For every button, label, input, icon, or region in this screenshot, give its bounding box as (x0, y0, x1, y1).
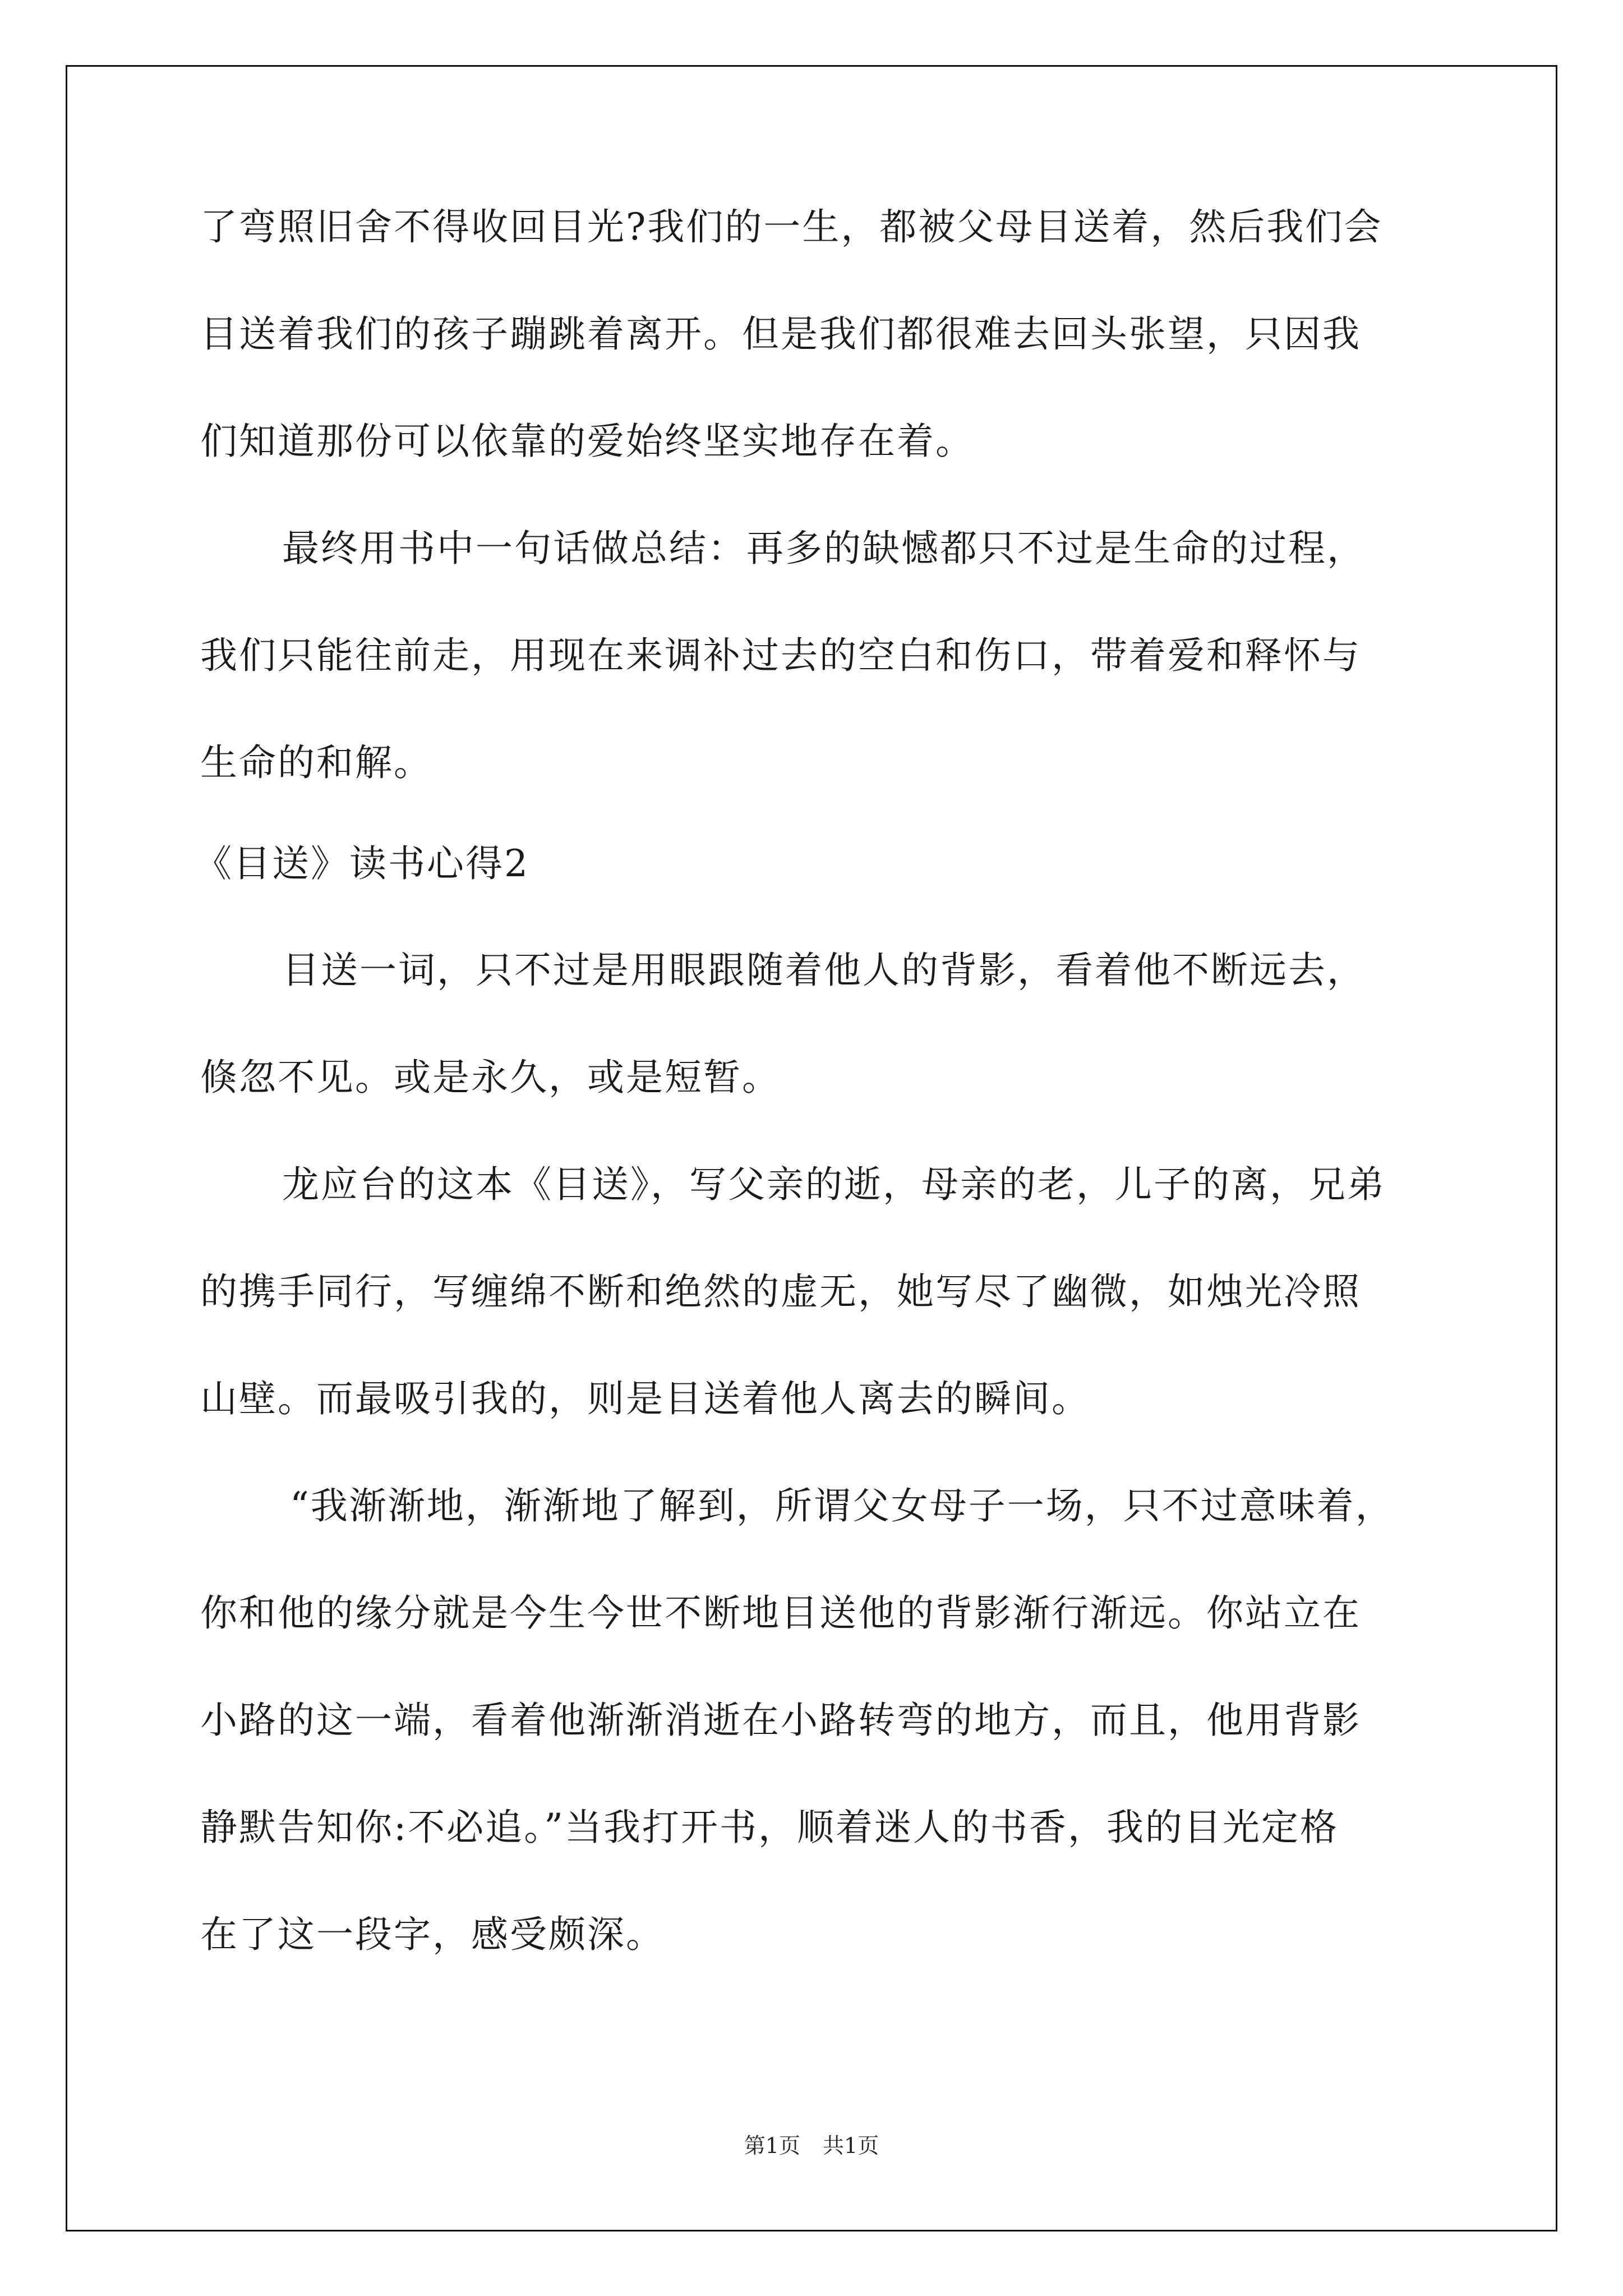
section-heading: 《目送》读书心得2 (195, 842, 529, 885)
paragraph-line: 你和他的缘分就是今生今世不断地目送他的背影渐行渐远。你站立在 (200, 1591, 1361, 1635)
page-number: 第1页 (744, 2133, 800, 2158)
paragraph-line: 山壁。而最吸引我的，则是目送着他人离去的瞬间。 (200, 1377, 1090, 1420)
page-footer (0, 2132, 1623, 2160)
paragraph-line: 目送着我们的孩子蹦跳着离开。但是我们都很难去回头张望，只因我 (200, 312, 1361, 356)
paragraph-line: 目送一词，只不过是用眼跟随着他人的背影，看着他不断远去， (282, 949, 1366, 992)
paragraph-line: 我们只能往前走，用现在来调补过去的空白和伤口，带着爱和释怀与 (200, 634, 1361, 677)
page-total: 共1页 (823, 2133, 879, 2158)
paragraph-line: 倏忽不见。或是永久，或是短暂。 (200, 1056, 781, 1099)
paragraph-line: 的携手同行，写缠绵不断和绝然的虚无，她写尽了幽微，如烛光冷照 (200, 1270, 1361, 1313)
paragraph-line: 最终用书中一句话做总结：再多的缺憾都只不过是生命的过程， (282, 527, 1366, 570)
paragraph-line: 龙应台的这本《目送》，写父亲的逝，母亲的老，儿子的离，兄弟 (282, 1163, 1386, 1206)
paragraph-line: 了弯照旧舍不得收回目光?我们的一生，都被父母目送着，然后我们会 (200, 205, 1383, 249)
paragraph-line: 生命的和解。 (200, 741, 432, 784)
paragraph-line: 静默告知你:不必追。”当我打开书，顺着迷人的书香，我的目光定格 (200, 1806, 1339, 1849)
paragraph-line: 在了这一段字，感受颇深。 (200, 1913, 665, 1956)
paragraph-line: 小路的这一端，看着他渐渐消逝在小路转弯的地方，而且，他用背影 (200, 1699, 1361, 1742)
page-border (66, 65, 1557, 2231)
paragraph-line: “我渐渐地，渐渐地了解到，所谓父女母子一场，只不过意味着， (290, 1484, 1394, 1527)
paragraph-line: 们知道那份可以依靠的爱始终坚实地存在着。 (200, 420, 974, 463)
